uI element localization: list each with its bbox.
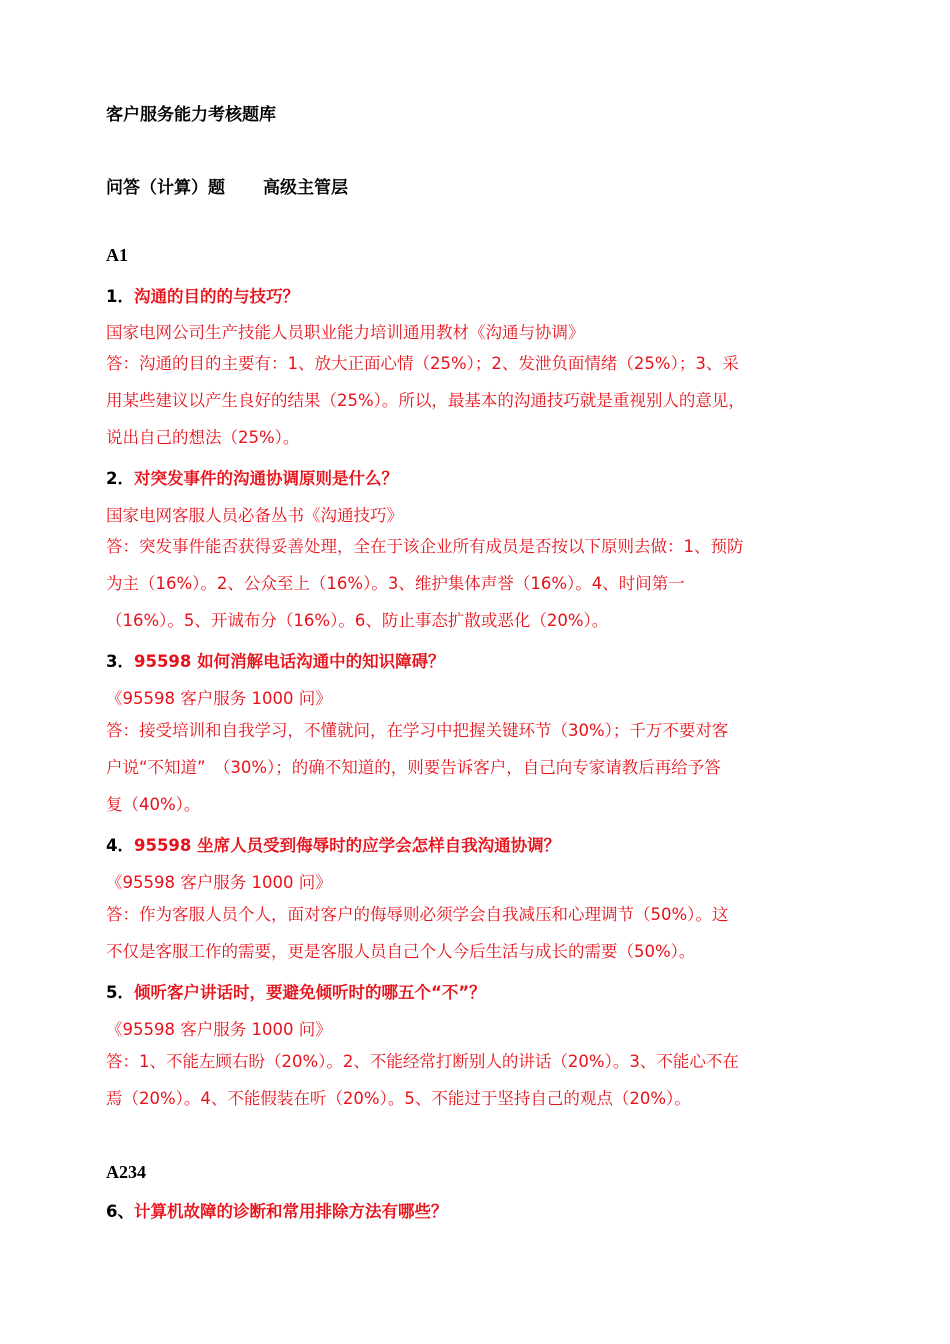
question-answer xyxy=(106,528,744,639)
question-heading xyxy=(106,648,445,672)
group-label: A234 xyxy=(106,1162,146,1182)
answer-line: （16%）。5、开诚布分（16%）。6、防止事态扩散或恶化（20%）。 xyxy=(106,611,609,630)
answer-line: 复（40%）。 xyxy=(106,795,201,814)
question-source: 《95598 客户服务 1000 问》 xyxy=(106,689,332,708)
question-text: 95598 如何消解电话沟通中的知识障碍？ xyxy=(133,652,445,671)
answer-line: 答：沟通的目的主要有：1、放大正面心情（25%）；2、发泄负面情绪（25%）；3、采 xyxy=(106,354,739,373)
question-answer xyxy=(106,712,728,823)
question-number: 5． xyxy=(106,983,134,1002)
answer-line: 说出自己的想法（25%）。 xyxy=(106,428,300,447)
question-heading xyxy=(106,979,486,1003)
question-text: 倾听客户讲话时，要避免倾听时的哪五个“不”？ xyxy=(133,983,486,1002)
question-text: 沟通的目的的与技巧？ xyxy=(133,287,299,306)
question-heading xyxy=(106,832,560,856)
question-heading xyxy=(106,1198,447,1222)
question-answer xyxy=(106,345,745,456)
question-source: 国家电网客服人员必备丛书《沟通技巧》 xyxy=(106,506,403,525)
question-number: 1． xyxy=(106,287,134,306)
question-answer xyxy=(106,896,728,970)
question-text: 计算机故障的诊断和常用排除方法有哪些？ xyxy=(133,1202,448,1221)
question-source: 《95598 客户服务 1000 问》 xyxy=(106,1020,332,1039)
document-title: 客户服务能力考核题库 xyxy=(106,105,276,125)
answer-line: 答：接受培训和自我学习，不懂就问，在学习中把握关键环节（30%）；千万不要对客 xyxy=(106,721,729,740)
question-text: 对突发事件的沟通协调原则是什么？ xyxy=(133,469,398,488)
answer-line: 为主（16%）。2、公众至上（16%）。3、维护集体声誉（16%）。4、时间第一 xyxy=(106,574,685,593)
question-heading xyxy=(106,465,398,489)
question-heading xyxy=(106,283,299,307)
answer-line: 答：作为客服人员个人，面对客户的侮辱则必须学会自我减压和心理调节（50%）。这 xyxy=(106,905,729,924)
question-number: 3． xyxy=(106,652,134,671)
staff-level: 高级主管层 xyxy=(263,178,348,198)
question-number: 2． xyxy=(106,469,134,488)
question-text: 95598 坐席人员受到侮辱时的应学会怎样自我沟通协调？ xyxy=(133,836,561,855)
question-type: 问答（计算）题 xyxy=(106,178,225,198)
answer-line: 焉（20%）。4、不能假装在听（20%）。5、不能过于坚持自己的观点（20%）。 xyxy=(106,1089,691,1108)
answer-line: 答：突发事件能否获得妥善处理，全在于该企业所有成员是否按以下原则去做：1、预防 xyxy=(106,537,744,556)
question-source: 《95598 客户服务 1000 问》 xyxy=(106,873,332,892)
answer-line: 答：1、不能左顾右盼（20%）。2、不能经常打断别人的讲话（20%）。3、不能心不在 xyxy=(106,1052,739,1071)
answer-line: 不仅是客服工作的需要，更是客服人员自己个人今后生活与成长的需要（50%）。 xyxy=(106,942,696,961)
group-label: A1 xyxy=(106,245,128,265)
answer-line: 用某些建议以产生良好的结果（25%）。所以，最基本的沟通技巧就是重视别人的意见， xyxy=(106,391,745,410)
answer-line: 户说“不知道” （30%）；的确不知道的，则要告诉客户，自己向专家请教后再给予答 xyxy=(106,758,721,777)
question-answer xyxy=(106,1043,739,1117)
question-source: 国家电网公司生产技能人员职业能力培训通用教材《沟通与协调》 xyxy=(106,323,585,342)
question-number: 4． xyxy=(106,836,134,855)
section-heading xyxy=(106,173,348,198)
question-number: 6、 xyxy=(106,1202,134,1221)
